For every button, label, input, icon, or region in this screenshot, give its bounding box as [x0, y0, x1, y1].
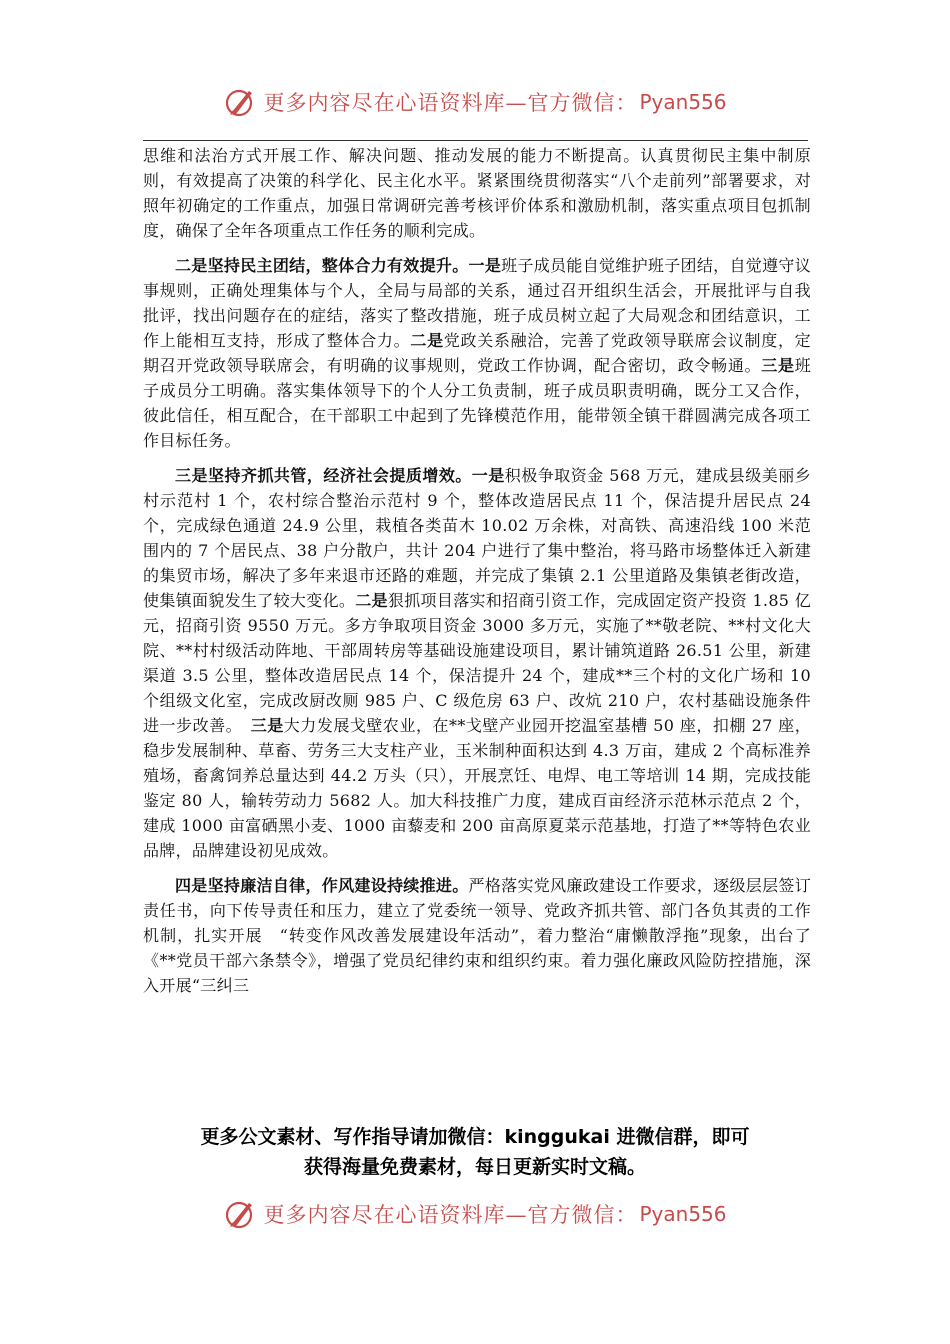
- promo-line-1: 更多公文素材、写作指导请加微信：kinggukai 进微信群，即可: [200, 1126, 750, 1148]
- banner-text: 更多内容尽在心语资料库—官方微信：: [263, 1203, 638, 1227]
- text-segment: 狠抓项目落实和招商引资工作，完成固定资产投资 1.85 亿元，招商引资 9550 万元。多方争取项目资金 3000 多万元，实施了**敬老院、**村文化大院、**村村级活动阵地、干部周转房等基础设施建设项目，累计铺筑道路 26.51 公里，新建渠道 3.5 公里，整体改造居民点 14 个，保洁提升 24 个，建成**三个村的文化广场和 10 个组级文化室，完成改厨改厕 985 户、C 级危房 63 户、改炕 210 户，农村基础设施条件进一步改善。: [143, 591, 811, 735]
- bold-marker: 二是: [355, 591, 388, 610]
- promo-line-2: 获得海量免费素材，每日更新实时文稿。: [303, 1156, 646, 1178]
- bold-marker: 三是: [761, 356, 795, 375]
- text-segment: 班子成员分工明确。落实集体领导下的个人分工负责制，班子成员职责明确，既分工又合作，彼此信任，相互配合，在干部职工中起到了先锋模范作用，能带领全镇干群圆满完成各项工作目标任务。: [143, 356, 811, 450]
- text-segment: 思维和法治方式开展工作、解决问题、推动发展的能力不断提高。认真贯彻民主集中制原则，有效提高了决策的科学化、民主化水平。紧紧围绕贯彻落实“八个走前列”部署要求，对照年初确定的工作重点，加强日常调研完善考核评价体系和激励机制，落实重点项目包抓制度，确保了全年各项重点工作任务的顺利完成。: [143, 146, 811, 240]
- text-segment: 积极争取资金 568 万元，建成县级美丽乡村示范村 1 个，农村综合整治示范村 9 个，整体改造居民点 11 个，保洁提升居民点 24 个，完成绿色通道 24.9 公里，栽植各类苗木 10.02 万余株，对高铁、高速沿线 100 米范围内的 7 个居民点、38 户分散户，共计 204 户进行了集中整治，将马路市场整体迁入新建的集贸市场，解决了多年来退市还路的难题，并完成了集镇 2.1 公里道路及集镇老街改造，使集镇面貌发生了较大变化。: [143, 466, 811, 610]
- paragraph-4: [143, 873, 811, 998]
- bold-marker: 三是: [250, 716, 284, 735]
- brush-logo-icon: [223, 85, 257, 119]
- section-heading: 二是坚持民主团结，整体合力有效提升。一是: [175, 256, 502, 275]
- text-segment: 大力发展戈壁农业，在**戈壁产业园开挖温室基槽 50 座，扣棚 27 座，稳步发展制种、草畜、劳务三大支柱产业，玉米制种面积达到 4.3 万亩，建成 2 个高标准养殖场，畜禽饲养总量达到 44.2 万头（只），开展烹饪、电焊、电工等培训 14 期，完成技能鉴定 80 人，输转劳动力 5682 人。加大科技推广力度，建成百亩经济示范林示范点 2 个，建成 1000 亩富硒黑小麦、1000 亩藜麦和 200 亩高原夏菜示范基地，打造了**等特色农业品牌，品牌建设初见成效。: [143, 716, 811, 860]
- footer-banner: [0, 1194, 950, 1234]
- bold-marker: 二是: [410, 331, 444, 350]
- banner-text: 更多内容尽在心语资料库—官方微信：: [263, 91, 638, 115]
- header-rule: [143, 140, 808, 141]
- section-heading: 三是坚持齐抓共管，经济社会提质增效。一是: [175, 466, 505, 485]
- paragraph-3: [143, 463, 811, 863]
- brush-logo-icon: [223, 1197, 257, 1231]
- text-segment: 严格落实党风廉政建设工作要求，逐级层层签订责任书，向下传导责任和压力，建立了党委统一领导、党政齐抓共管、部门各负其责的工作机制，扎实开展 “转变作风改善发展建设年活动”，着力整治“庸懒散浮拖”现象，出台了《**党员干部六条禁令》，增强了党员纪律约束和组织约束。着力强化廉政风险防控措施，深入开展“三纠三: [143, 876, 811, 995]
- header-banner: [0, 82, 950, 122]
- section-heading: 四是坚持廉洁自律，作风建设持续推进。: [175, 876, 469, 895]
- promo-block: [110, 1122, 840, 1182]
- paragraph-2: [143, 253, 811, 453]
- document-body: [143, 143, 811, 998]
- text-segment: 党政关系融洽，完善了党政领导联席会议制度，定期召开党政领导联席会，有明确的议事规则，党政工作协调，配合密切，政令畅通。: [143, 331, 811, 375]
- paragraph-1: [143, 143, 811, 243]
- text-segment: 班子成员能自觉维护班子团结，自觉遵守议事规则，正确处理集体与个人，全局与局部的关系，通过召开组织生活会，开展批评与自我批评，找出问题存在的症结，落实了整改措施，班子成员树立起了大局观念和团结意识，工作上能相互支持，形成了整体合力。: [143, 256, 811, 350]
- banner-wechat-id: Pyan556: [639, 90, 727, 114]
- banner-wechat-id: Pyan556: [639, 1202, 727, 1226]
